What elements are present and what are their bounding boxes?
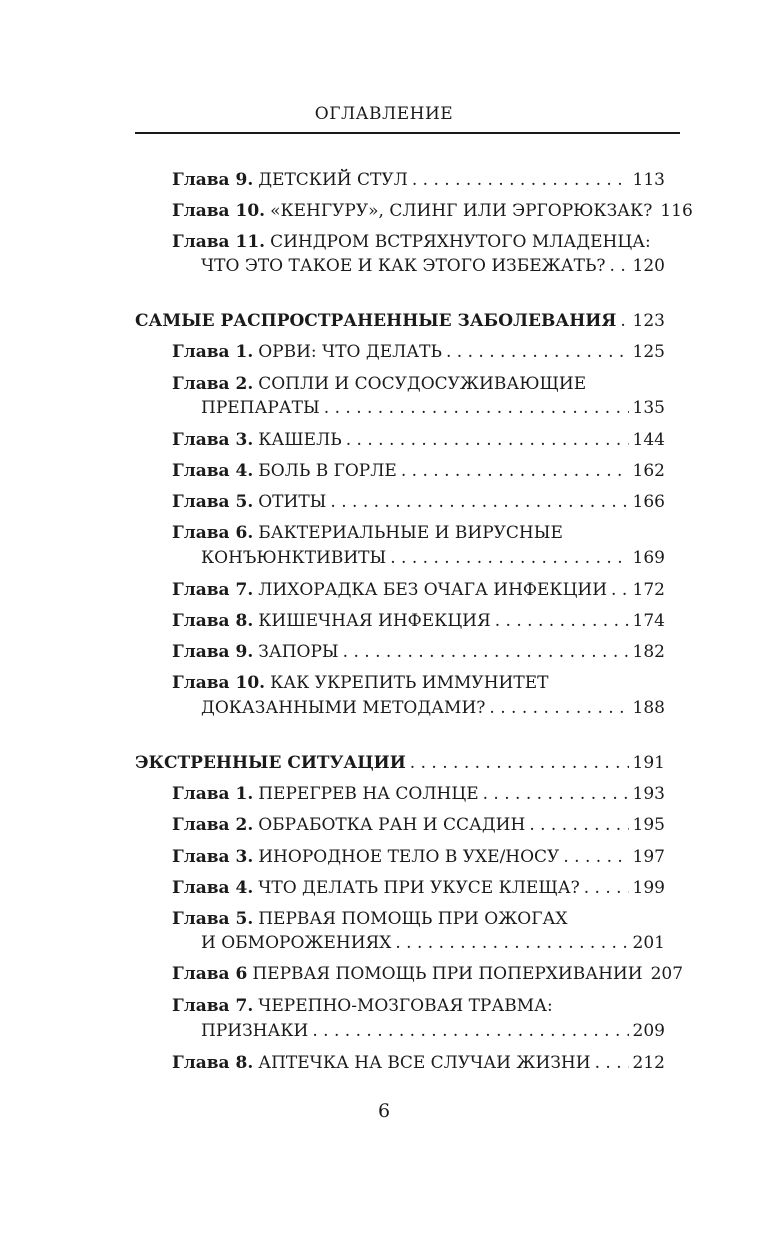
chapter-label: Глава 5. (172, 909, 254, 929)
chapter-page-number: 195 (632, 815, 665, 835)
toc-entry[interactable] (172, 168, 665, 192)
chapter-title-continued: ЧТО ЭТО ТАКОЕ И КАК ЭТОГО ИЗБЕЖАТЬ? (201, 256, 606, 276)
dot-leader (584, 876, 629, 900)
toc-entry-continuation[interactable] (201, 546, 665, 570)
section-title: ЭКСТРЕННЫЕ СИТУАЦИИ (135, 753, 406, 773)
section-heading[interactable] (135, 309, 665, 333)
toc-entry[interactable] (172, 372, 665, 396)
toc-entry[interactable] (172, 490, 665, 514)
chapter-page-number: 144 (632, 430, 665, 450)
chapter-title: СИНДРОМ ВСТРЯХНУТОГО МЛАДЕНЦА: (270, 232, 651, 252)
toc-entry[interactable] (172, 199, 693, 223)
chapter-page-number: 209 (632, 1021, 665, 1041)
toc-entry[interactable] (172, 876, 665, 900)
chapter-label: Глава 1. (172, 342, 254, 362)
toc-entry[interactable] (172, 671, 665, 695)
chapter-title: АПТЕЧКА НА ВСЕ СЛУЧАИ ЖИЗНИ (258, 1053, 591, 1073)
chapter-label: Глава 3. (172, 430, 254, 450)
chapter-title: КАШЕЛЬ (258, 430, 342, 450)
chapter-label: Глава 4. (172, 461, 254, 481)
chapter-title: ЛИХОРАДКА БЕЗ ОЧАГА ИНФЕКЦИИ (258, 580, 608, 600)
toc-entry-continuation[interactable] (201, 396, 665, 420)
chapter-page-number: 166 (632, 492, 665, 512)
chapter-page-number: 174 (632, 611, 665, 631)
dot-leader (595, 1051, 629, 1075)
toc-entry[interactable] (172, 340, 665, 364)
toc-entry[interactable] (172, 521, 665, 545)
running-head: ОГЛАВЛЕНИЕ (314, 104, 454, 124)
chapter-title: БАКТЕРИАЛЬНЫЕ И ВИРУСНЫЕ (258, 523, 563, 543)
chapter-title: ПЕРЕГРЕВ НА СОЛНЦЕ (258, 784, 479, 804)
chapter-title: ОРВИ: ЧТО ДЕЛАТЬ (258, 342, 442, 362)
chapter-label: Глава 5. (172, 492, 254, 512)
chapter-label: Глава 3. (172, 847, 254, 867)
toc-entry-continuation[interactable] (201, 1019, 665, 1043)
chapter-page-number: 113 (632, 170, 665, 190)
dot-leader (620, 309, 628, 333)
chapter-title: ОБРАБОТКА РАН И ССАДИН (258, 815, 526, 835)
toc-entry[interactable] (172, 994, 665, 1018)
chapter-label: Глава 2. (172, 374, 254, 394)
chapter-title-continued: ПРИЗНАКИ (201, 1021, 309, 1041)
chapter-title: ЧЕРЕПНО-МОЗГОВАЯ ТРАВМА: (258, 996, 553, 1016)
chapter-label: Глава 8. (172, 1053, 254, 1073)
chapter-label: Глава 7. (172, 580, 254, 600)
dot-leader (390, 546, 628, 570)
dot-leader (446, 340, 629, 364)
chapter-label: Глава 11. (172, 232, 266, 252)
toc-entry[interactable] (172, 578, 665, 602)
page-number: 6 (377, 1100, 391, 1122)
chapter-label: Глава 10. (172, 201, 266, 221)
toc-entry[interactable] (172, 845, 665, 869)
chapter-label: Глава 6 (172, 964, 248, 984)
dot-leader (529, 813, 628, 837)
section-heading[interactable] (135, 751, 665, 775)
toc-entry[interactable] (172, 230, 665, 254)
dot-leader (563, 845, 628, 869)
dot-leader (489, 696, 628, 720)
chapter-title-continued: КОНЪЮНКТИВИТЫ (201, 548, 387, 568)
chapter-page-number: 212 (632, 1053, 665, 1073)
chapter-label: Глава 6. (172, 523, 254, 543)
chapter-label: Глава 9. (172, 642, 254, 662)
dot-leader (410, 751, 629, 775)
chapter-title-continued: ПРЕПАРАТЫ (201, 398, 320, 418)
chapter-page-number: 207 (650, 964, 684, 984)
dot-leader (312, 1019, 628, 1043)
chapter-page-number: 197 (632, 847, 665, 867)
chapter-title: ЗАПОРЫ (258, 642, 339, 662)
toc-entry[interactable] (172, 640, 665, 664)
chapter-page-number: 193 (632, 784, 665, 804)
chapter-label: Глава 4. (172, 878, 254, 898)
chapter-page-number: 172 (632, 580, 665, 600)
toc-entry-continuation[interactable] (201, 696, 665, 720)
chapter-page-number: 169 (632, 548, 665, 568)
chapter-label: Глава 2. (172, 815, 254, 835)
chapter-page-number: 162 (632, 461, 665, 481)
chapter-page-number: 188 (632, 698, 665, 718)
toc-entry[interactable] (172, 907, 665, 931)
chapter-page-number: 120 (632, 256, 665, 276)
chapter-title-continued: И ОБМОРОЖЕНИЯХ (201, 933, 392, 953)
chapter-page-number: 182 (632, 642, 665, 662)
section-title: САМЫЕ РАСПРОСТРАНЕННЫЕ ЗАБОЛЕВАНИЯ (135, 311, 617, 331)
toc-entry[interactable] (172, 1051, 665, 1075)
toc-entry[interactable] (172, 428, 665, 452)
chapter-label: Глава 8. (172, 611, 254, 631)
dot-leader (343, 640, 629, 664)
chapter-title: «КЕНГУРУ», СЛИНГ ИЛИ ЭРГОРЮКЗАК? (270, 201, 653, 221)
chapter-title: КАК УКРЕПИТЬ ИММУНИТЕТ (270, 673, 549, 693)
chapter-title-continued: ДОКАЗАННЫМИ МЕТОДАМИ? (201, 698, 486, 718)
toc-entry[interactable] (172, 782, 665, 806)
toc-entry[interactable] (172, 609, 665, 633)
section-page-number: 191 (632, 753, 665, 773)
chapter-label: Глава 10. (172, 673, 266, 693)
chapter-page-number: 116 (660, 201, 693, 221)
chapter-title: ПЕРВАЯ ПОМОЩЬ ПРИ ОЖОГАХ (258, 909, 568, 929)
chapter-title: ЧТО ДЕЛАТЬ ПРИ УКУСЕ КЛЕЩА? (258, 878, 580, 898)
section-page-number: 123 (632, 311, 665, 331)
chapter-label: Глава 7. (172, 996, 254, 1016)
chapter-page-number: 199 (632, 878, 665, 898)
dot-leader (346, 428, 629, 452)
chapter-title: ПЕРВАЯ ПОМОЩЬ ПРИ ПОПЕРХИВАНИИ (252, 964, 643, 984)
chapter-page-number: 135 (632, 398, 665, 418)
chapter-label: Глава 9. (172, 170, 254, 190)
chapter-page-number: 125 (632, 342, 665, 362)
dot-leader (611, 578, 629, 602)
toc-entry-continuation[interactable] (201, 254, 665, 278)
dot-leader (324, 396, 629, 420)
toc-entry[interactable] (172, 459, 665, 483)
dot-leader (610, 254, 629, 278)
chapter-title: СОПЛИ И СОСУДОСУЖИВАЮЩИЕ (258, 374, 587, 394)
chapter-page-number: 201 (632, 933, 665, 953)
chapter-title: КИШЕЧНАЯ ИНФЕКЦИЯ (258, 611, 491, 631)
dot-leader (483, 782, 629, 806)
toc-entry[interactable] (172, 813, 665, 837)
dot-leader (330, 490, 628, 514)
chapter-label: Глава 1. (172, 784, 254, 804)
chapter-title: БОЛЬ В ГОРЛЕ (258, 461, 397, 481)
chapter-title: ОТИТЫ (258, 492, 327, 512)
dot-leader (401, 459, 629, 483)
toc-entry-continuation[interactable] (201, 931, 665, 955)
chapter-title: ДЕТСКИЙ СТУЛ (258, 170, 408, 190)
dot-leader (412, 168, 629, 192)
header-rule (135, 132, 680, 134)
chapter-title: ИНОРОДНОЕ ТЕЛО В УХЕ/НОСУ (258, 847, 560, 867)
dot-leader (495, 609, 629, 633)
dot-leader (395, 931, 628, 955)
toc-entry[interactable] (172, 962, 684, 986)
